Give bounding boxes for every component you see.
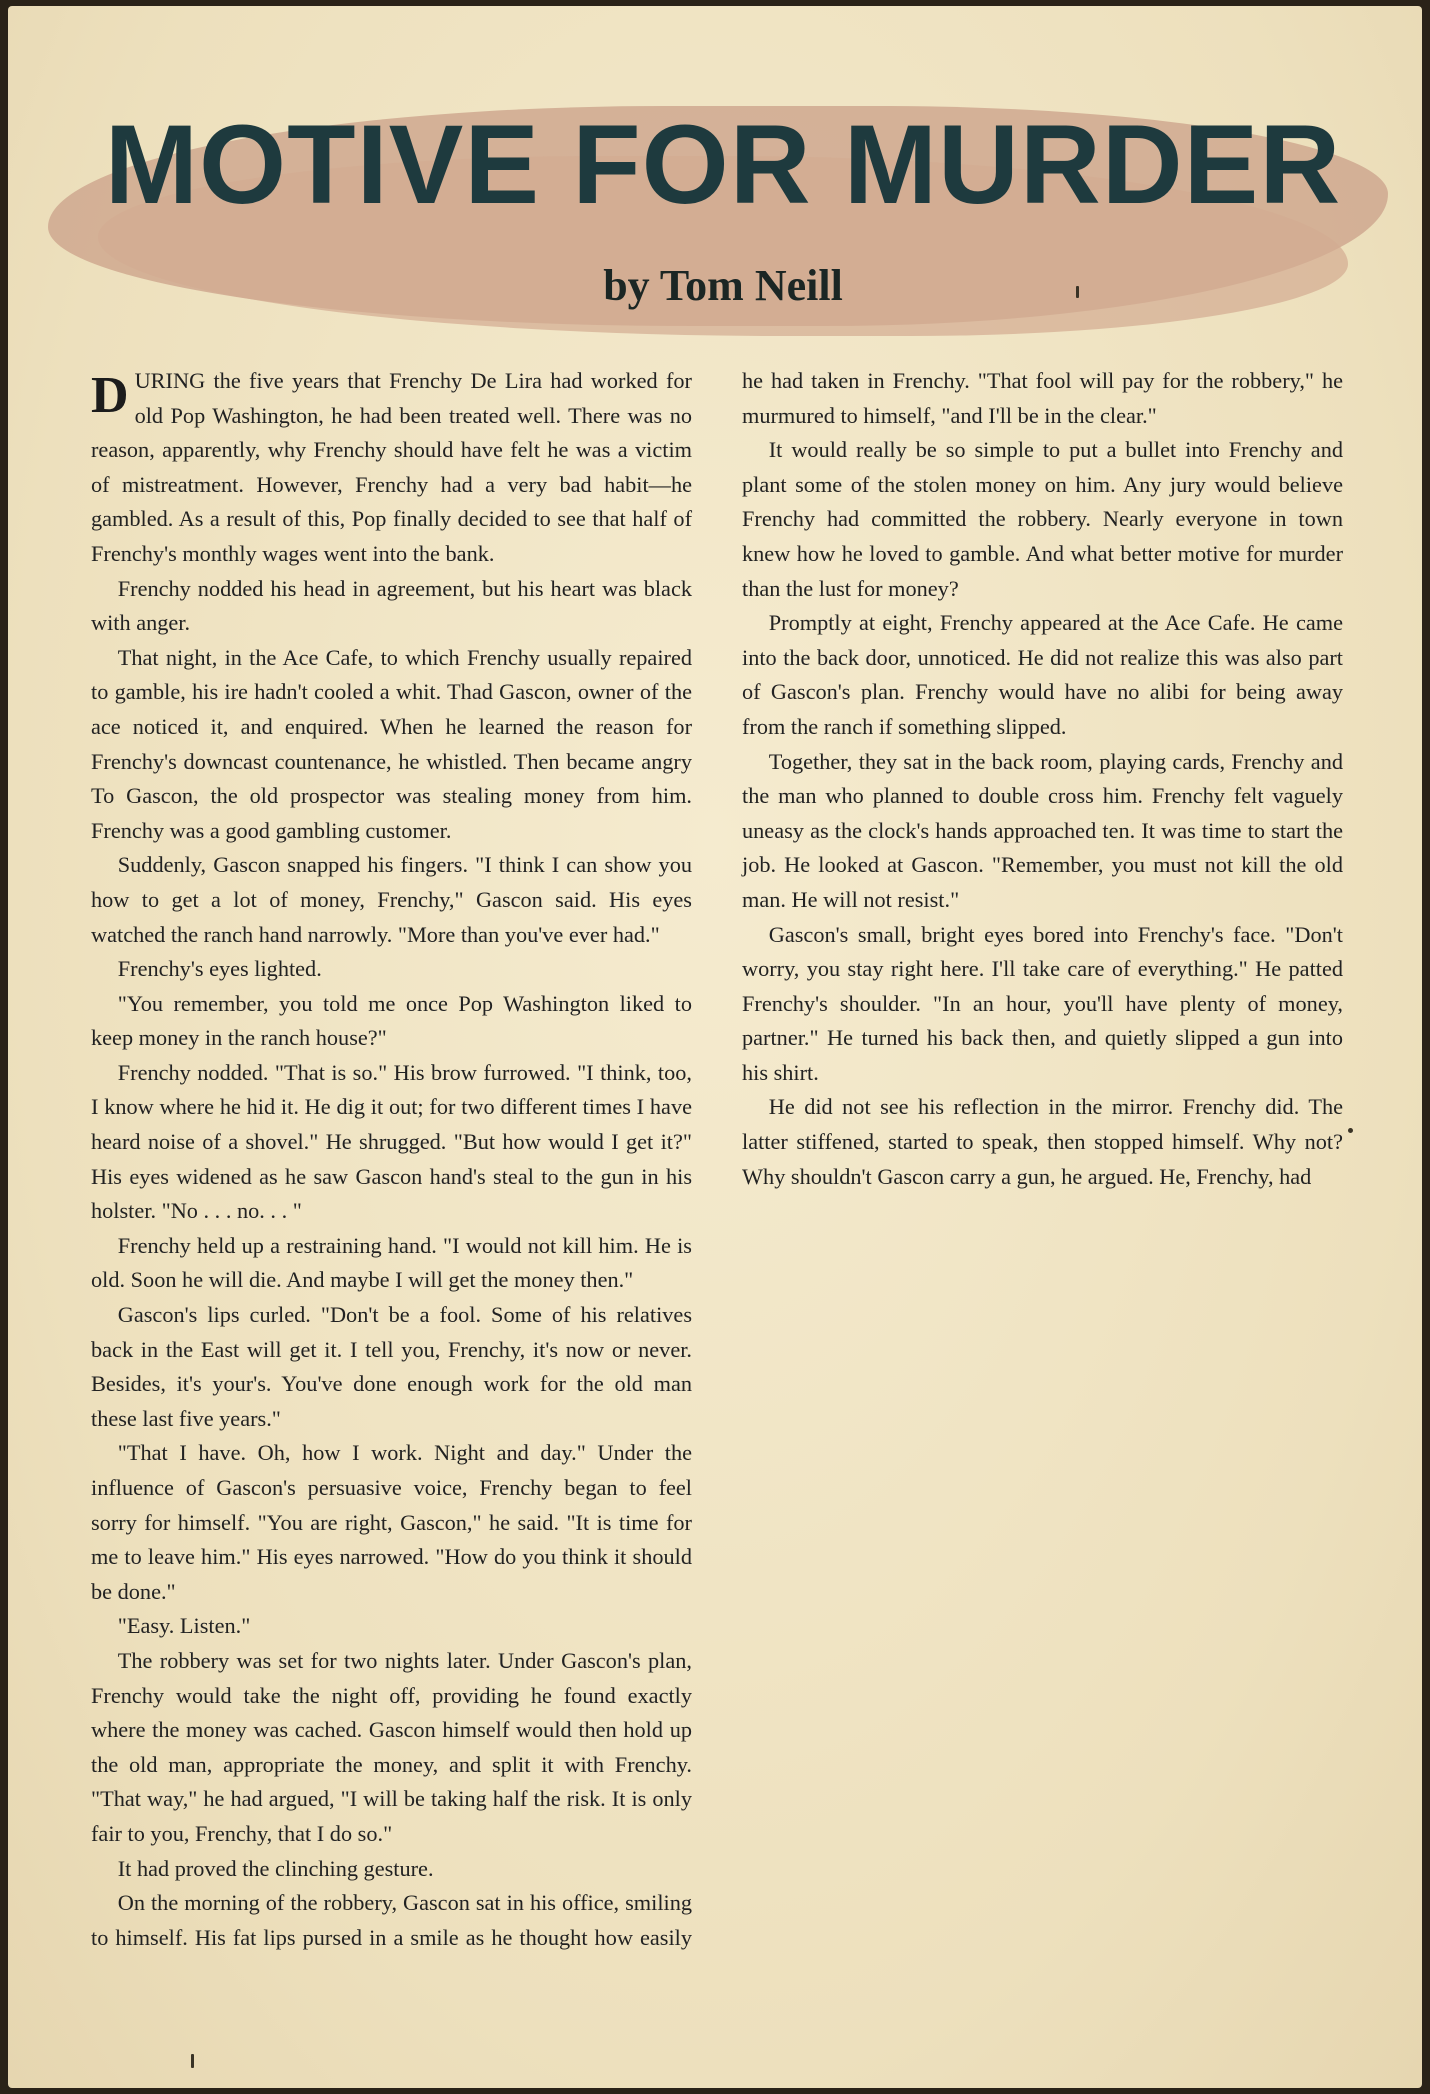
paragraph: The robbery was set for two nights later. Under Gascon's plan, Frenchy would take the night off, providing he found exactly where the money was cached. Gascon himself would then hold up the old man, appropriate the money, and split it with Frenchy. "That way," he had argued, "I will be taking half the risk. It is only fair to you, Frenchy, that I do so." <box>91 1647 692 1846</box>
print-speck <box>1076 286 1079 298</box>
paragraph: It would really be so simple to put a bullet into Frenchy and plant some of the stolen money on him. Any jury would believe Frenchy had committed the robbery. Nearly everyone in town knew how he loved to gamble. And what better motive for murder than the lust for money? <box>742 437 1343 601</box>
drop-cap: D <box>91 367 129 424</box>
paragraph: Frenchy's eyes lighted. <box>117 956 322 982</box>
first-paragraph <box>91 364 692 572</box>
page <box>8 6 1422 2088</box>
paragraph: Promptly at eight, Frenchy appeared at the Ace Cafe. He came into the back door, unnoticed. He did not realize this was also part of Gascon's plan. Frenchy would have no alibi for being away from the ranch if something slipped. <box>742 610 1343 739</box>
article-byline: by Tom Neill <box>603 261 843 310</box>
article-title: MOTIVE FOR MURDER <box>104 102 1342 227</box>
first-paragraph-text: URING the five years that Frenchy De Lira had worked for old Pop Washington, he had been treated well. There was no reason, apparently, why Frenchy should have felt he was a victim of mistreatment. However, Frenchy had a very bad habit—he gambled. As a result of this, Pop finally decided to see that half of Frenchy's monthly wages went into the bank. <box>91 368 692 566</box>
paragraph: "Easy. Listen." <box>117 1613 251 1639</box>
paragraph: On the morning of the robbery, Gascon sat in his office, smiling to himself. His fat lips pursed in a smile as he thought how easily he had taken in Frenchy. "That fool will pay for the robbery," he murmured to himself, "and I'll be in the clear." <box>91 368 1343 1950</box>
print-speck <box>191 2054 194 2068</box>
paragraph: Gascon's lips curled. "Don't be a fool. Some of his relatives back in the East will get it. I tell you, Frenchy, it's now or never. Besides, it's your's. You've done enough work for the old man these last five years." <box>91 1302 692 1431</box>
paragraph: Frenchy held up a restraining hand. "I would not kill him. He is old. Soon he will die. And maybe I will get the money then." <box>91 1232 692 1293</box>
paragraph: Gascon's small, bright eyes bored into Frenchy's face. "Don't worry, you stay right here. I'll take care of everything." He patted Frenchy's shoulder. "In an hour, you'll have plenty of money, partner." He turned his back then, and quietly slipped a gun into his shirt. <box>742 921 1343 1085</box>
paragraph: Together, they sat in the back room, playing cards, Frenchy and the man who planned to double cross him. Frenchy felt vaguely uneasy as the clock's hands approached ten. It was time to start the job. He looked at Gascon. "Remember, you must not kill the old man. He will not resist." <box>742 748 1343 912</box>
paragraph: Suddenly, Gascon snapped his fingers. "I think I can show you how to get a lot of money, Frenchy," Gascon said. His eyes watched the ranch hand narrowly. "More than you've ever had." <box>91 852 692 947</box>
paragraph: It had proved the clinching gesture. <box>117 1855 434 1881</box>
paragraph: That night, in the Ace Cafe, to which Frenchy usually repaired to gamble, his ire hadn't cooled a whit. Thad Gascon, owner of the ace noticed it, and enquired. When he learned the reason for Frenchy's downcast countenance, he whistled. Then became angry To Gascon, the old prospector was stealing money from him. Frenchy was a good gambling customer. <box>91 644 692 843</box>
paragraph: "That I have. Oh, how I work. Night and day." Under the influence of Gascon's persuasive voice, Frenchy began to feel sorry for himself. "You are right, Gascon," he said. "It is time for me to leave him." His eyes narrowed. "How do you think it should be done." <box>91 1440 692 1604</box>
paragraph: Frenchy nodded. "That is so." His brow furrowed. "I think, too, I know where he hid it. He dig it out; for two different times I have heard noise of a shovel." He shrugged. "But how would I get it?" His eyes widened as he saw Gascon hand's steal to the gun in his holster. "No . . . no. . . " <box>91 1059 692 1224</box>
print-speck <box>1348 1128 1353 1133</box>
paragraph: Frenchy nodded his head in agreement, but his heart was black with anger. <box>91 575 692 636</box>
paragraph: He did not see his reflection in the mirror. Frenchy did. The latter stiffened, started to speak, then stopped himself. Why not? Why shouldn't Gascon carry a gun, he argued. He, Frenchy, had <box>742 1094 1343 1189</box>
paragraph: "You remember, you told me once Pop Washington liked to keep money in the ranch house?" <box>91 990 692 1051</box>
article-body <box>91 364 1343 2014</box>
